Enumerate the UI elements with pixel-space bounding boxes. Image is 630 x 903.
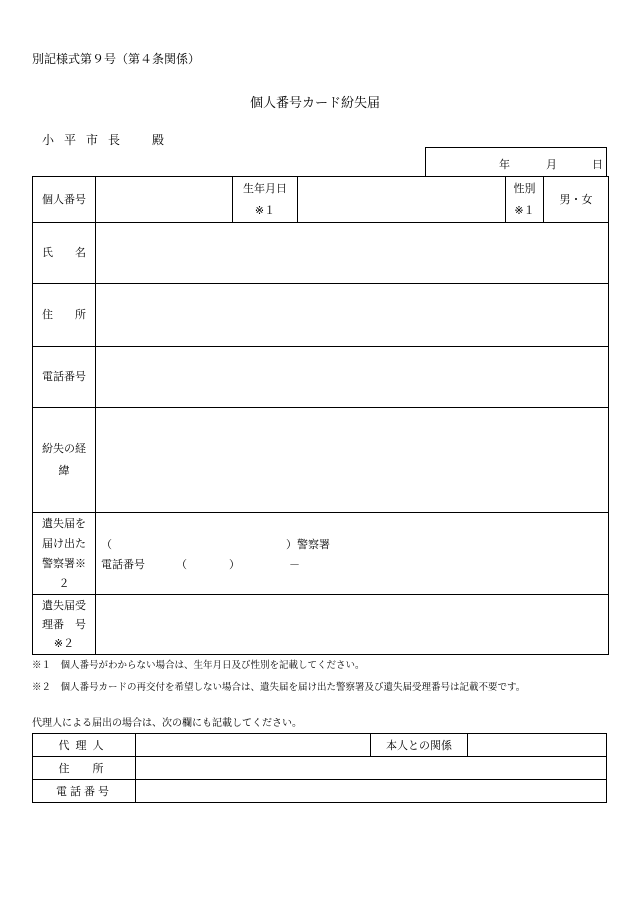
police-close-paren: ）警察署 [286,537,330,551]
loss-label-line1: 紛失の経 [42,442,86,455]
name-label: 氏 名 [33,223,96,284]
note-2: ※２ 個人番号カードの再交付を希望しない場合は、遺失届を届け出た警察署及び遺失届受理番号は記載不要です。 [32,682,526,693]
proxy-agent-label: 代理人 [33,734,136,757]
police-phone-dash: － [289,557,300,571]
receipt-label-line2: 理番 号 [42,618,86,631]
my-number-field[interactable] [96,177,233,223]
proxy-phone-row [33,780,607,803]
proxy-address-field[interactable] [136,757,607,780]
proxy-phone-label: 電話番号 [33,780,136,803]
loss-circumstances-field[interactable] [96,408,609,513]
address-field[interactable] [96,284,609,347]
proxy-address-label: 住 所 [33,757,136,780]
police-phone-open-paren: （ [176,557,187,571]
name-field[interactable] [96,223,609,284]
proxy-address-row [33,757,607,780]
loss-label-line2: 緯 [58,464,70,477]
phone-label: 電話番号 [33,347,96,408]
proxy-intro: 代理人による届出の場合は、次の欄にも記載してください。 [32,718,302,729]
note-1: ※１ 個人番号がわからない場合は、生年月日及び性別を記載してください。 [32,660,365,671]
police-label-line2: 届け出た [42,536,86,550]
name-row [33,223,609,284]
address-label: 住 所 [33,284,96,347]
police-phone-label: 電話番号 [101,557,145,571]
receipt-number-field[interactable] [96,595,609,655]
police-station-row [33,513,609,595]
address-row [33,284,609,347]
date-month-label: 月 [546,158,557,171]
main-form-table [32,176,609,655]
gender-label-cell [506,177,544,223]
receipt-label-line3: ※２ [53,637,75,650]
birthdate-field[interactable] [298,177,506,223]
receipt-label-line1: 遺失届受 [42,599,86,612]
my-number-label: 個人番号 [33,177,96,223]
proxy-agent-row [33,734,607,757]
receipt-number-row [33,595,609,655]
birthdate-label-cell [233,177,298,223]
police-open-paren: （ [101,537,112,551]
proxy-phone-field[interactable] [136,780,607,803]
date-day-label: 日 [592,158,603,171]
phone-row [33,347,609,408]
police-station-label-cell [33,513,96,595]
birthdate-label: 生年月日 [243,181,287,195]
proxy-agent-field[interactable] [136,734,371,757]
gender-note: ※１ [514,203,535,217]
gender-label: 性別 [513,181,536,195]
police-label-line4: ２ [58,576,70,590]
phone-field[interactable] [96,347,609,408]
police-label-line1: 遺失届を [42,516,86,530]
loss-circumstances-row [33,408,609,513]
police-station-field[interactable] [96,513,609,595]
addressee: 小平市長 殿 [42,133,175,147]
loss-circumstances-label-cell [33,408,96,513]
proxy-relation-field[interactable] [468,734,607,757]
my-number-row [33,177,609,223]
birthdate-note: ※１ [254,203,276,217]
form-number: 別記様式第９号（第４条関係） [32,52,201,66]
gender-options[interactable]: 男・女 [544,177,609,223]
police-phone-close-paren: ） [229,557,240,571]
date-box[interactable] [425,147,607,176]
date-year-label: 年 [499,158,510,171]
receipt-number-label-cell [33,595,96,655]
proxy-relation-label: 本人との関係 [371,734,468,757]
form-title: 個人番号カード紛失届 [249,96,380,111]
proxy-table [32,733,607,803]
police-label-line3: 警察署※ [42,556,86,570]
